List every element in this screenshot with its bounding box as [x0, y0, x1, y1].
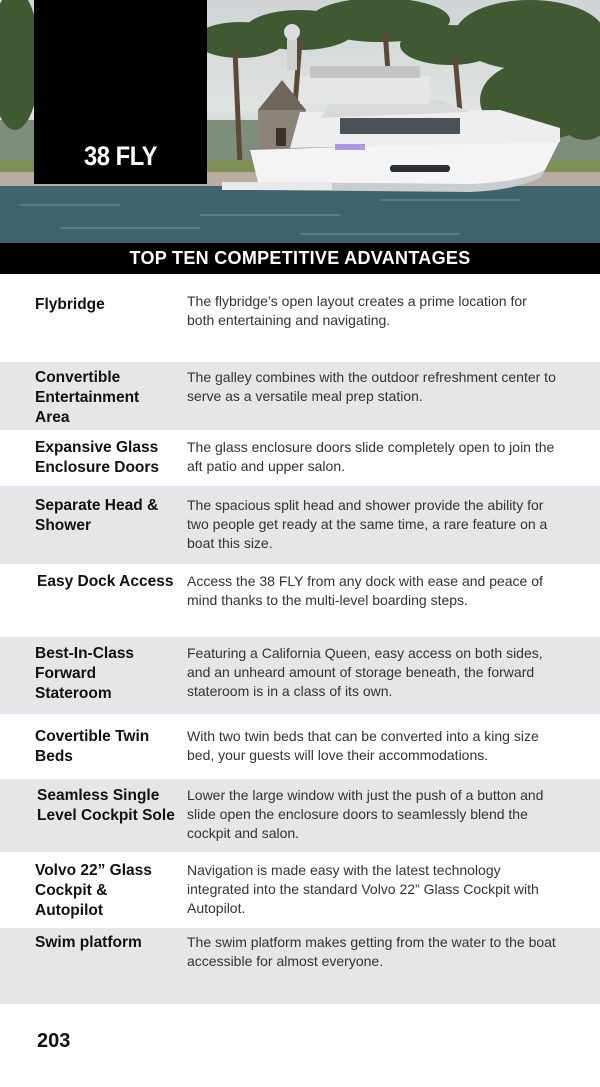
table-row [0, 714, 600, 779]
feature-description: The swim platform makes getting from the water to the boat accessible for almost everyone. [187, 934, 556, 969]
feature-name: Covertible Twin Beds [35, 728, 150, 765]
feature-description: The spacious split head and shower provide the ability for two people get ready at the same time, a rare feature on a boat this size. [187, 497, 548, 551]
feature-description: Lower the large window with just the push of a button and slide open the enclosure doors to seamlessly blend the cockpit and salon. [187, 787, 544, 841]
feature-description: Navigation is made easy with the latest technology integrated into the standard Volvo 22” Glass Cockpit with Autopilot. [187, 862, 539, 916]
table-row [0, 274, 600, 362]
feature-description: The flybridge’s open layout creates a prime location for both entertaining and navigating. [187, 293, 527, 328]
table-row [0, 486, 600, 564]
table-row [0, 430, 600, 486]
feature-description: Featuring a California Queen, easy access on both sides, and an unheard amount of storage beneath, the forward stateroom is in a class of its own. [187, 645, 543, 699]
model-name-box [34, 0, 207, 184]
hero-photo [0, 0, 600, 243]
page-number: 203 [37, 1030, 71, 1052]
feature-name: Separate Head & Shower [35, 497, 159, 534]
table-row [0, 928, 600, 1004]
model-name: 38 FLY [83, 141, 158, 171]
table-row [0, 362, 600, 430]
feature-name: Convertible Entertainment Area [35, 369, 140, 426]
feature-name: Flybridge [35, 296, 105, 313]
feature-name: Volvo 22” Glass Cockpit & Autopilot [35, 862, 152, 919]
feature-name: Best-In-Class Forward Stateroom [35, 645, 135, 702]
feature-description: The glass enclosure doors slide completely open to join the aft patio and upper salon. [187, 439, 555, 474]
feature-name: Easy Dock Access [37, 573, 174, 590]
feature-description: With two twin beds that can be converted into a king size bed, your guests will love their accommodations. [187, 728, 539, 763]
section-header [0, 243, 600, 274]
feature-description: Access the 38 FLY from any dock with ease and peace of mind thanks to the multi-level boarding steps. [187, 573, 543, 608]
table-row [0, 637, 600, 714]
section-title: TOP TEN COMPETITIVE ADVANTAGES [129, 248, 471, 268]
feature-description: The galley combines with the outdoor refreshment center to serve as a versatile meal prep station. [187, 369, 556, 404]
table-row [0, 852, 600, 928]
table-row [0, 779, 600, 852]
table-row [0, 564, 600, 637]
feature-name: Expansive Glass Enclosure Doors [35, 439, 160, 476]
feature-name: Seamless Single Level Cockpit Sole [37, 787, 175, 824]
feature-name: Swim platform [35, 934, 142, 951]
advantages-table [0, 274, 600, 1004]
